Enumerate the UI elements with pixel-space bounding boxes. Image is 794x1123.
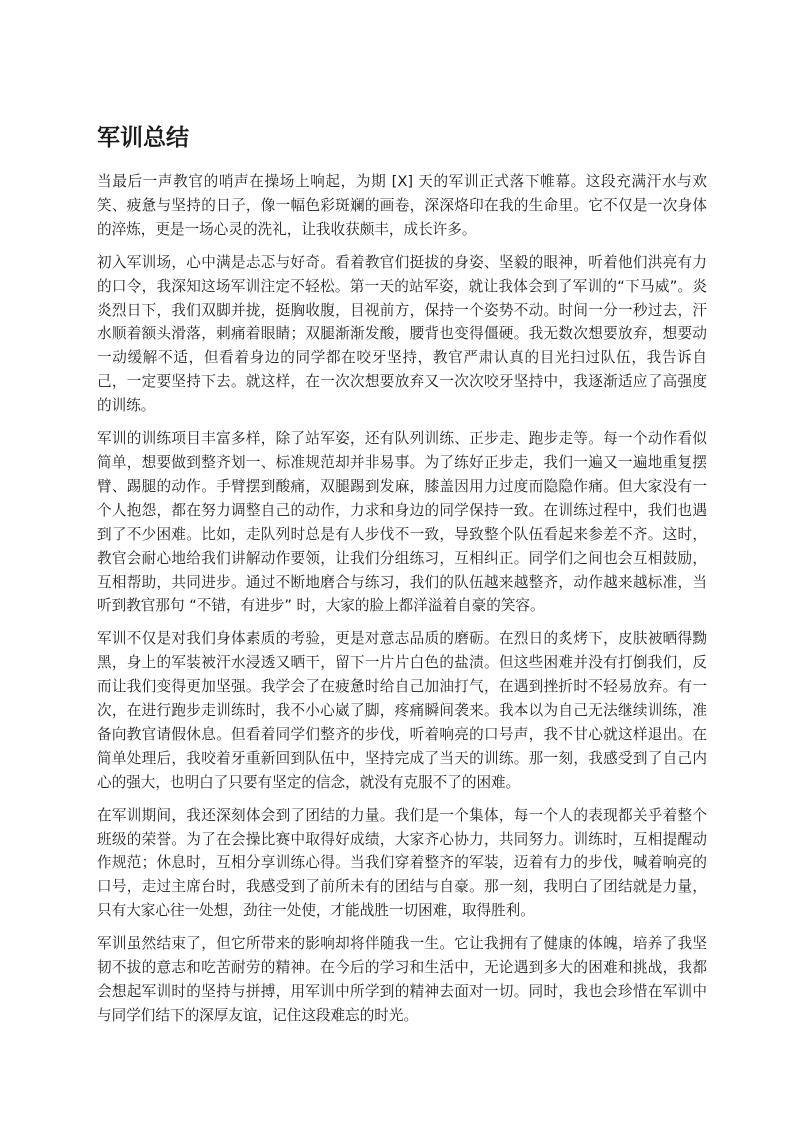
paragraph-closing: 军训虽然结束了，但它所带来的影响却将伴随我一生。它让我拥有了健康的体魄，培养了我坚韧不拔的意志和吃苦耐劳的精神。在今后的学习和生活中，无论遇到多大的困难和挑战，我都会想起军训时的坚持与拼搏，用军训中所学到的精神去面对一切。同时，我也会珍惜在军训中与同学们结下的深厚友谊，记住这段难忘的时光。 xyxy=(97,935,707,1024)
paragraph-willpower: 军训不仅是对我们身体素质的考验，更是对意志品质的磨砺。在烈日的炙烤下，皮肤被晒得黝黑，身上的军装被汗水浸透又晒干，留下一片片白色的盐渍。但这些困难并没有打倒我们，反而让我们变得更加坚强。我学会了在疲惫时给自己加油打气，在遇到挫折时不轻易放弃。有一次，在进行跑步走训练时，我不小心崴了脚，疼痛瞬间袭来。我本以为自己无法继续训练，准备向教官请假休息。但看着同学们整齐的步伐，听着响亮的口号声，我不甘心就这样退出。在简单处理后，我咬着牙重新回到队伍中，坚持完成了当天的训练。那一刻，我感受到了自己内心的强大，也明白了只要有坚定的信念，就没有克服不了的困难。 xyxy=(97,630,707,791)
document-body xyxy=(97,120,707,1037)
paragraph-opening: 当最后一声教官的哨声在操场上响起，为期 [X] 天的军训正式落下帷幕。这段充满汗水与欢笑、疲惫与坚持的日子，像一幅色彩斑斓的画卷，深深烙印在我的生命里。它不仅是一次身体的淬炼，更是一场心灵的洗礼，让我收获颇丰，成长许多。 xyxy=(97,173,707,238)
paragraph-training-items: 军训的训练项目丰富多样，除了站军姿，还有队列训练、正步走、跑步走等。每一个动作看似简单，想要做到整齐划一、标准规范却并非易事。为了练好正步走，我们一遍又一遍地重复摆臂、踢腿的动作。手臂摆到酸痛，双腿踢到发麻，膝盖因用力过度而隐隐作痛。但大家没有一个人抱怨，都在努力调整自己的动作，力求和身边的同学保持一致。在训练过程中，我们也遇到了不少困难。比如，走队列时总是有人步伐不一致，导致整个队伍看起来参差不齐。这时，教官会耐心地给我们讲解动作要领，让我们分组练习，互相纠正。同学们之间也会互相鼓励，互相帮助，共同进步。通过不断地磨合与练习，我们的队伍越来越整齐，动作越来越标准，当听到教官那句 “不错，有进步” 时，大家的脸上都洋溢着自豪的笑容。 xyxy=(97,430,707,615)
paragraph-teamwork: 在军训期间，我还深刻体会到了团结的力量。我们是一个集体，每一个人的表现都关乎着整个班级的荣誉。为了在会操比赛中取得好成绩，大家齐心协力，共同努力。训练时，互相提醒动作规范；休息时，互相分享训练心得。当我们穿着整齐的军装，迈着有力的步伐，喊着响亮的口号，走过主席台时，我感受到了前所未有的团结与自豪。那一刻，我明白了团结就是力量，只有大家心往一处想，劲往一处使，才能战胜一切困难，取得胜利。 xyxy=(97,806,707,920)
document-title: 军训总结 xyxy=(97,125,189,151)
paragraph-first-days: 初入军训场，心中满是忐忑与好奇。看着教官们挺拔的身姿、坚毅的眼神，听着他们洪亮有力的口令，我深知这场军训注定不轻松。第一天的站军姿，就让我体会到了军训的“下马威”。炎炎烈日下，我们双脚并拢，挺胸收腹，目视前方，保持一个姿势不动。时间一分一秒过去，汗水顺着额头滑落，刺痛着眼睛；双腿渐渐发酸，腰背也变得僵硬。我无数次想要放弃，想要动一动缓解不适，但看着身边的同学都在咬牙坚持，教官严肃认真的目光扫过队伍，我告诉自己，一定要坚持下去。就这样，在一次次想要放弃又一次次咬牙坚持中，我逐渐适应了高强度的训练。 xyxy=(97,253,707,415)
